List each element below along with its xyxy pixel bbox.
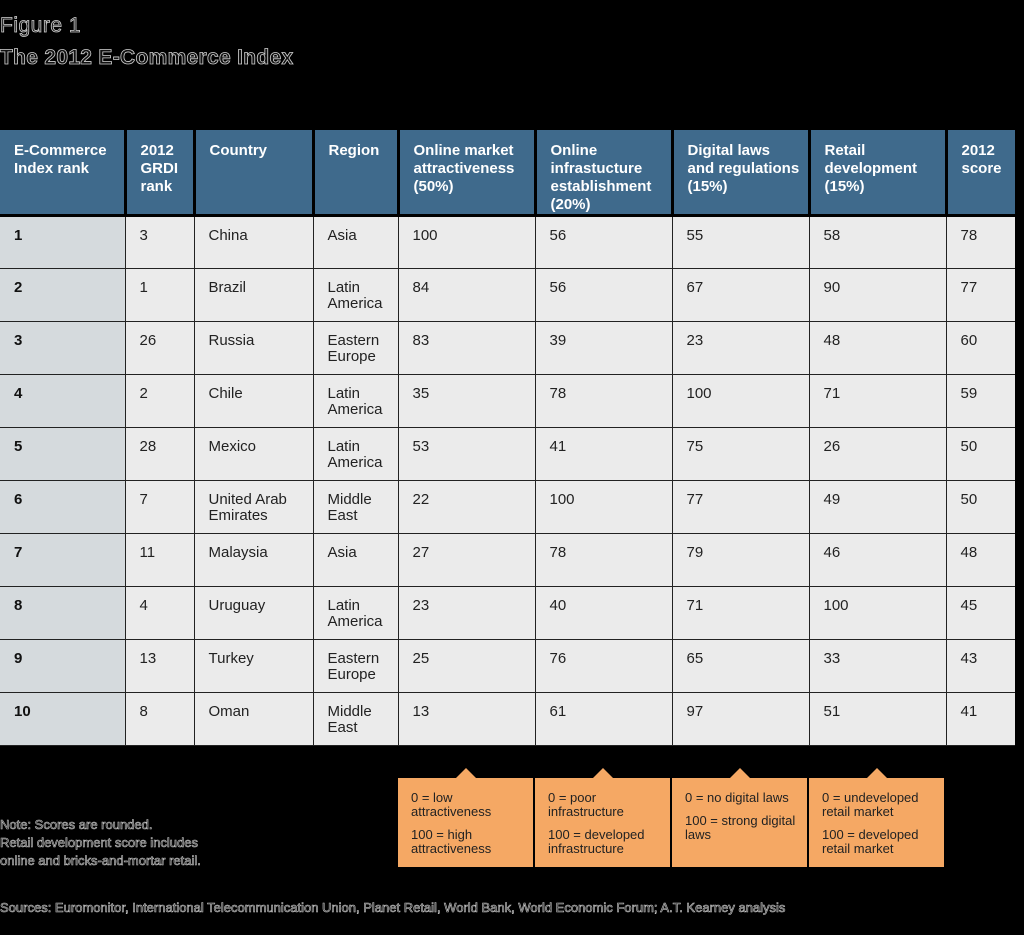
cell-country: Malaysia (194, 534, 313, 587)
cell-infrastructure: 41 (535, 428, 672, 481)
legend-low-label: 0 = low attractiveness (411, 790, 492, 819)
legend-low-label: 0 = poor infrastructure (548, 790, 624, 819)
cell-infrastructure: 61 (535, 693, 672, 746)
cell-grdi-rank: 4 (125, 587, 194, 640)
cell-score: 43 (946, 640, 1015, 693)
cell-retail-development: 46 (809, 534, 946, 587)
cell-rank: 4 (0, 375, 125, 428)
cell-digital-laws: 79 (672, 534, 809, 587)
cell-country: Oman (194, 693, 313, 746)
cell-region: Middle East (313, 693, 398, 746)
cell-rank: 8 (0, 587, 125, 640)
cell-attractiveness: 27 (398, 534, 535, 587)
header-ecommerce-rank: E-Commerce Index rank (0, 130, 125, 216)
cell-region: Asia (313, 216, 398, 269)
cell-rank: 7 (0, 534, 125, 587)
legend-infrastructure (535, 778, 670, 867)
cell-attractiveness: 25 (398, 640, 535, 693)
cell-rank: 5 (0, 428, 125, 481)
table-header-row (0, 130, 1015, 216)
cell-retail-development: 48 (809, 322, 946, 375)
cell-digital-laws: 23 (672, 322, 809, 375)
cell-rank: 1 (0, 216, 125, 269)
cell-digital-laws: 100 (672, 375, 809, 428)
cell-score: 50 (946, 481, 1015, 534)
cell-infrastructure: 40 (535, 587, 672, 640)
legend-high-label: 100 = developed infrastructure (548, 827, 645, 856)
note-line: online and bricks-and-mortar retail. (0, 853, 201, 868)
table-row (0, 640, 1015, 693)
cell-score: 60 (946, 322, 1015, 375)
legend-pointer (730, 768, 750, 778)
cell-country: Brazil (194, 269, 313, 322)
table-row (0, 322, 1015, 375)
cell-region: Eastern Europe (313, 640, 398, 693)
cell-attractiveness: 53 (398, 428, 535, 481)
legend-retail (809, 778, 944, 867)
cell-region: Eastern Europe (313, 322, 398, 375)
figure-title: The 2012 E-Commerce Index (0, 46, 294, 69)
cell-infrastructure: 78 (535, 534, 672, 587)
legend-high-label: 100 = high attractiveness (411, 827, 492, 856)
legend-low-label: 0 = undeveloped retail market (822, 790, 919, 819)
cell-attractiveness: 100 (398, 216, 535, 269)
cell-retail-development: 33 (809, 640, 946, 693)
header-country: Country (194, 130, 313, 216)
cell-attractiveness: 83 (398, 322, 535, 375)
cell-rank: 2 (0, 269, 125, 322)
legend-pointer (593, 768, 613, 778)
cell-country: Chile (194, 375, 313, 428)
cell-country: United Arab Emirates (194, 481, 313, 534)
cell-region: Latin America (313, 269, 398, 322)
cell-rank: 3 (0, 322, 125, 375)
table-row (0, 481, 1015, 534)
cell-grdi-rank: 2 (125, 375, 194, 428)
legend-high-label: 100 = strong digital laws (685, 813, 796, 842)
table-note (0, 816, 201, 870)
cell-grdi-rank: 3 (125, 216, 194, 269)
cell-digital-laws: 71 (672, 587, 809, 640)
cell-infrastructure: 78 (535, 375, 672, 428)
cell-infrastructure: 56 (535, 216, 672, 269)
cell-score: 59 (946, 375, 1015, 428)
cell-score: 48 (946, 534, 1015, 587)
cell-attractiveness: 23 (398, 587, 535, 640)
sources-line: Sources: Euromonitor, International Telecommunication Union, Planet Retail, World Bank, World Economic Forum; A.T. Kearney analysis (0, 900, 786, 915)
cell-grdi-rank: 26 (125, 322, 194, 375)
cell-rank: 9 (0, 640, 125, 693)
cell-attractiveness: 35 (398, 375, 535, 428)
table-row (0, 216, 1015, 269)
cell-retail-development: 51 (809, 693, 946, 746)
cell-grdi-rank: 1 (125, 269, 194, 322)
cell-retail-development: 26 (809, 428, 946, 481)
cell-retail-development: 71 (809, 375, 946, 428)
cell-infrastructure: 39 (535, 322, 672, 375)
cell-digital-laws: 77 (672, 481, 809, 534)
cell-country: China (194, 216, 313, 269)
cell-score: 41 (946, 693, 1015, 746)
table-row (0, 587, 1015, 640)
cell-retail-development: 100 (809, 587, 946, 640)
cell-region: Asia (313, 534, 398, 587)
cell-attractiveness: 22 (398, 481, 535, 534)
cell-grdi-rank: 11 (125, 534, 194, 587)
cell-region: Latin America (313, 587, 398, 640)
note-line: Note: Scores are rounded. (0, 817, 153, 832)
cell-attractiveness: 84 (398, 269, 535, 322)
table-row (0, 269, 1015, 322)
header-region: Region (313, 130, 398, 216)
cell-digital-laws: 65 (672, 640, 809, 693)
cell-score: 77 (946, 269, 1015, 322)
header-retail-development: Retail development (15%) (809, 130, 946, 216)
table-row (0, 693, 1015, 746)
cell-region: Latin America (313, 428, 398, 481)
ecommerce-index-table (0, 130, 1015, 746)
cell-rank: 10 (0, 693, 125, 746)
table-row (0, 428, 1015, 481)
cell-rank: 6 (0, 481, 125, 534)
cell-score: 78 (946, 216, 1015, 269)
header-score: 2012 score (946, 130, 1015, 216)
cell-country: Turkey (194, 640, 313, 693)
cell-country: Russia (194, 322, 313, 375)
cell-grdi-rank: 7 (125, 481, 194, 534)
note-line: Retail development score includes (0, 835, 198, 850)
table-row (0, 375, 1015, 428)
cell-attractiveness: 13 (398, 693, 535, 746)
cell-retail-development: 49 (809, 481, 946, 534)
legend-high-label: 100 = developed retail market (822, 827, 919, 856)
cell-grdi-rank: 13 (125, 640, 194, 693)
header-online-market-attractiveness: Online market attractiveness (50%) (398, 130, 535, 216)
cell-retail-development: 90 (809, 269, 946, 322)
header-grdi-rank: 2012 GRDI rank (125, 130, 194, 216)
legend-digital-laws (672, 778, 807, 867)
header-online-infrastructure: Online infrastucture establishment (20%) (535, 130, 672, 216)
legend-pointer (867, 768, 887, 778)
cell-retail-development: 58 (809, 216, 946, 269)
cell-score: 50 (946, 428, 1015, 481)
legend-pointer (456, 768, 476, 778)
cell-region: Middle East (313, 481, 398, 534)
cell-score: 45 (946, 587, 1015, 640)
legend-low-label: 0 = no digital laws (685, 790, 789, 805)
figure-label: Figure 1 (0, 14, 82, 37)
legend-attractiveness (398, 778, 533, 867)
cell-infrastructure: 76 (535, 640, 672, 693)
cell-country: Mexico (194, 428, 313, 481)
cell-region: Latin America (313, 375, 398, 428)
table-row (0, 534, 1015, 587)
cell-digital-laws: 97 (672, 693, 809, 746)
header-digital-laws: Digital laws and regulations (15%) (672, 130, 809, 216)
cell-digital-laws: 67 (672, 269, 809, 322)
cell-country: Uruguay (194, 587, 313, 640)
cell-digital-laws: 75 (672, 428, 809, 481)
cell-infrastructure: 100 (535, 481, 672, 534)
cell-digital-laws: 55 (672, 216, 809, 269)
cell-infrastructure: 56 (535, 269, 672, 322)
cell-grdi-rank: 8 (125, 693, 194, 746)
cell-grdi-rank: 28 (125, 428, 194, 481)
